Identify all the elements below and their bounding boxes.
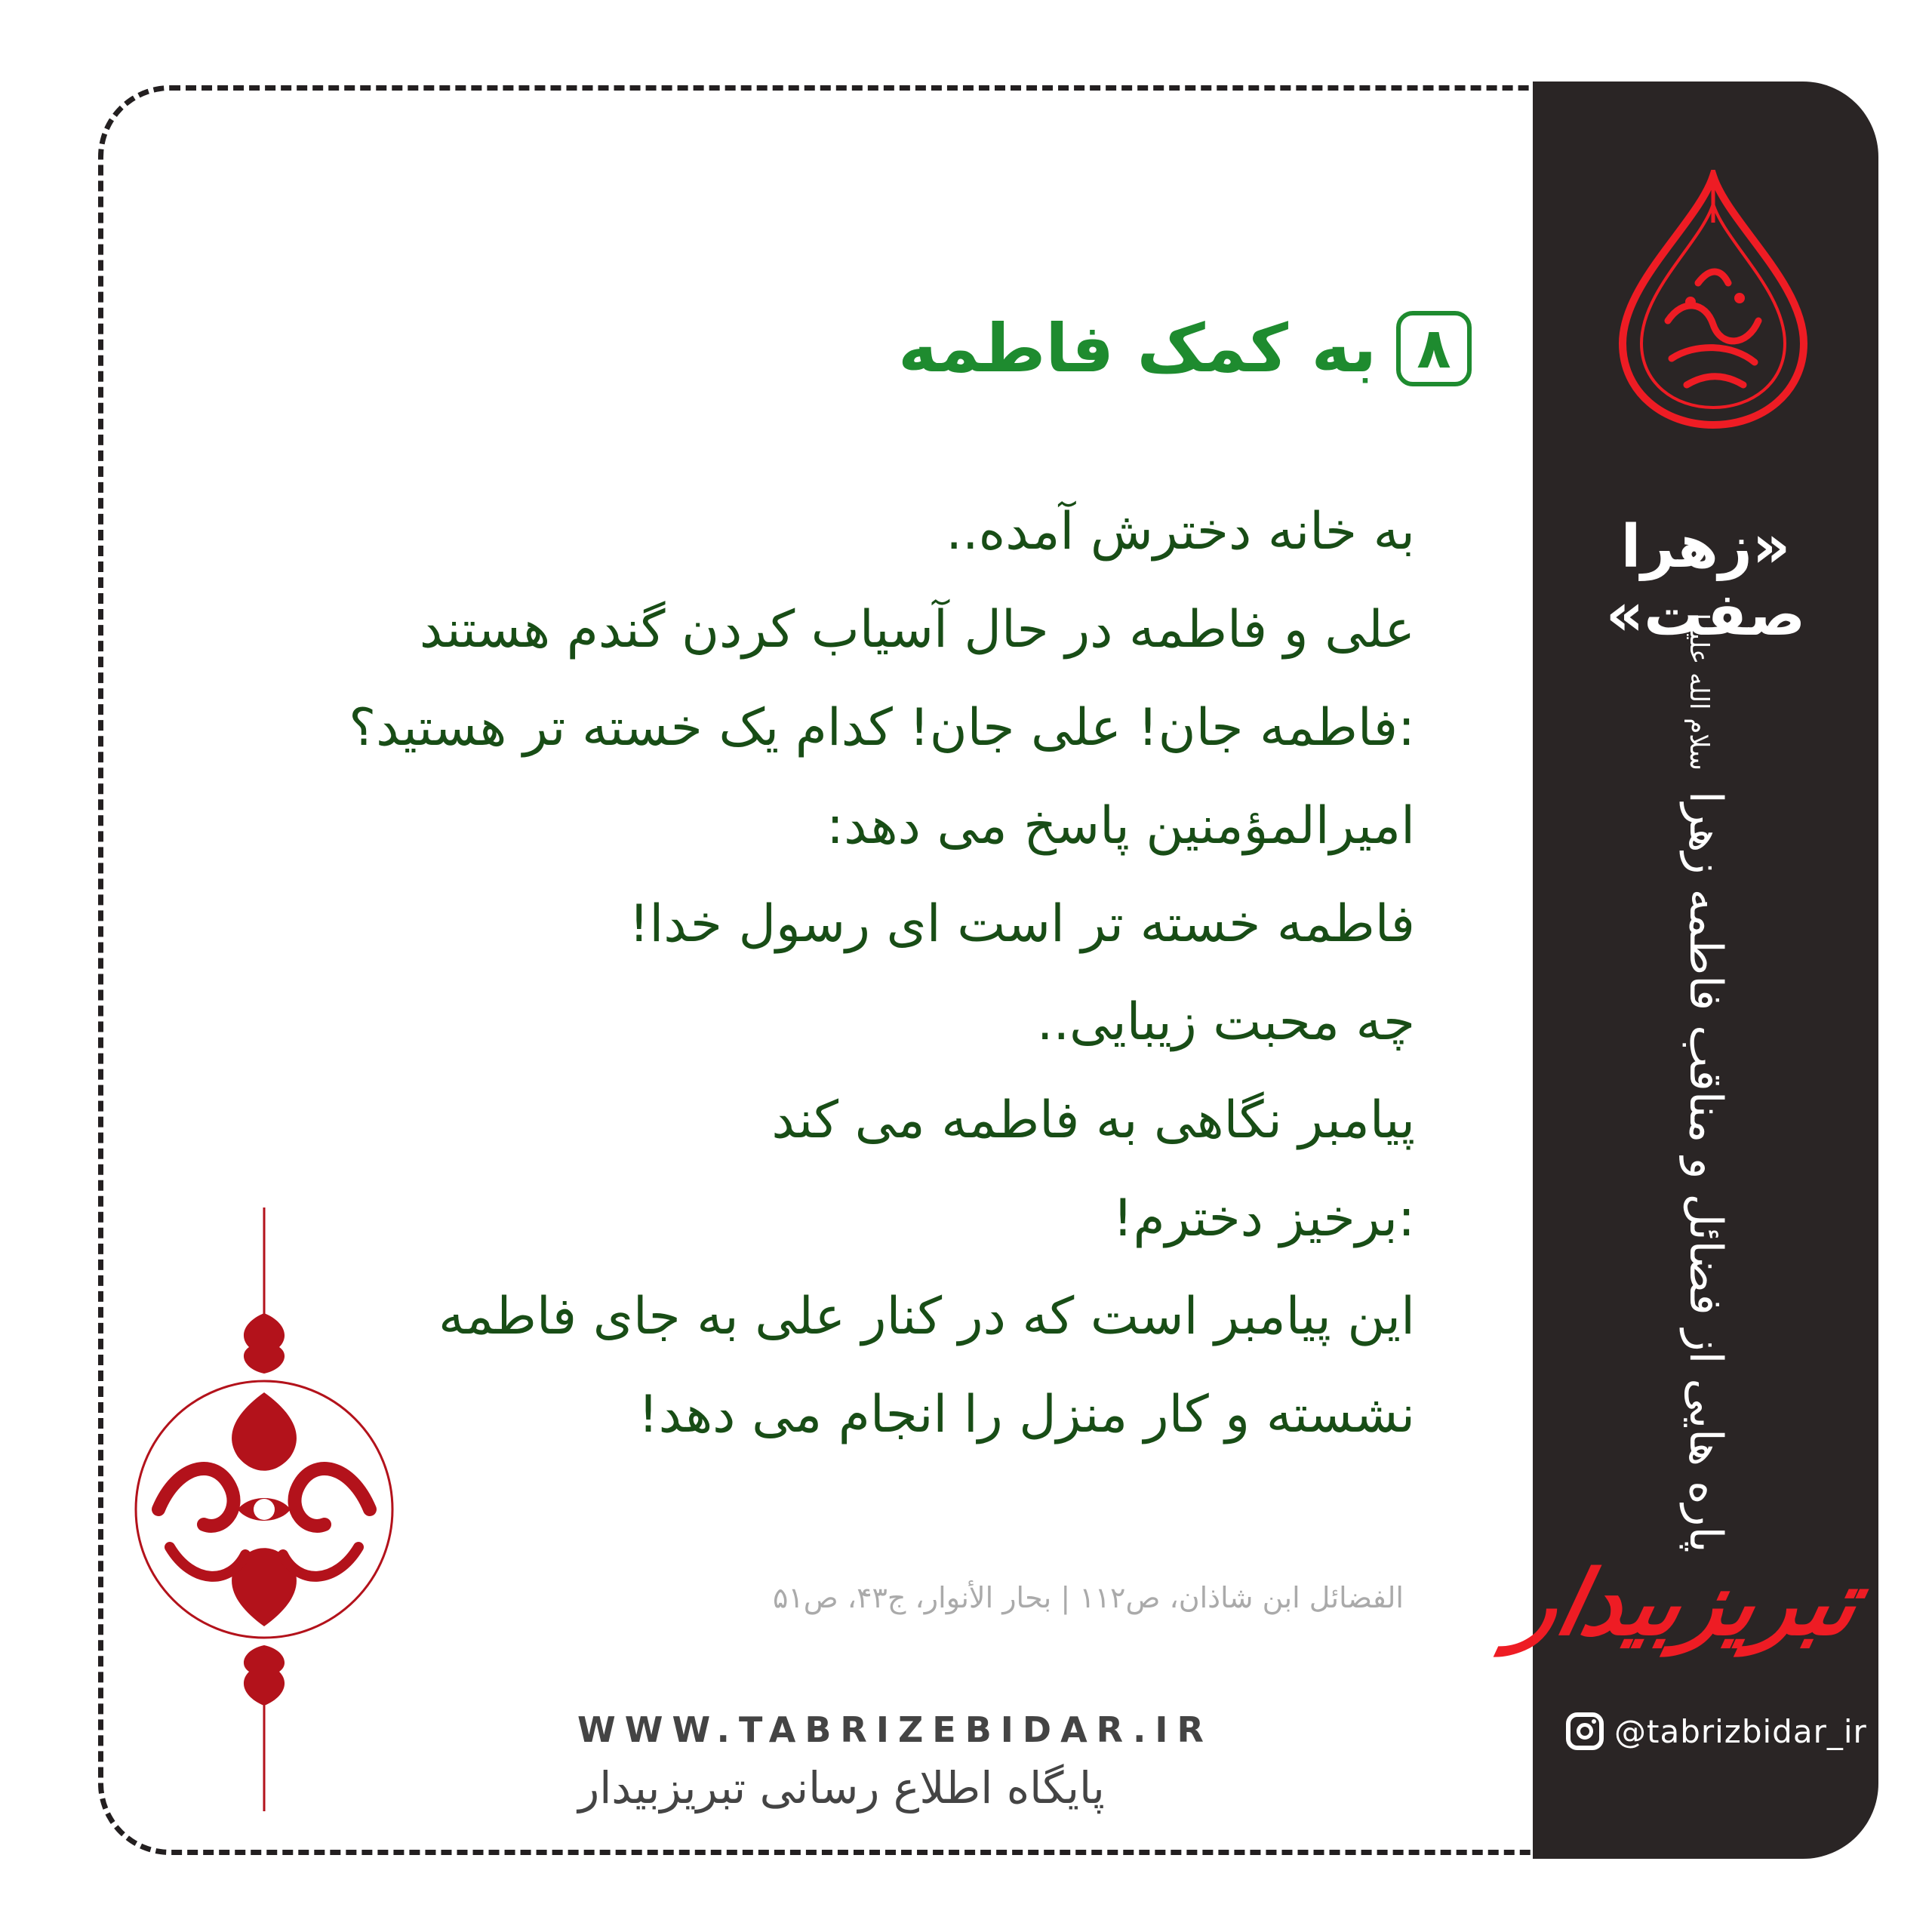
subtitle-honorific: سلام الله علیها — [1684, 613, 1714, 771]
source-citation: الفضائل ابن شاذان، ص۱۱۲ | بحار الأنوار، ج۴۳، ص۵۱ — [772, 1581, 1404, 1614]
body-line: به خانه دخترش آمده.. — [946, 502, 1415, 561]
body-line: علی و فاطمه در حال آسیاب کردن گندم هستند — [419, 600, 1415, 660]
body-line: چه محبت زیبایی.. — [1036, 992, 1415, 1052]
tabrizbidar-logo: تبریزبیدار — [1504, 1551, 1868, 1655]
post-title: به کمک فاطمه — [898, 309, 1377, 387]
arabesque-ornament-icon — [125, 1208, 404, 1811]
subtitle-text: پاره هایی از فضائل و مناقب فاطمه زهرا — [1679, 791, 1732, 1553]
vertical-subtitle-area — [1645, 613, 1766, 1553]
post-body — [349, 483, 1415, 1464]
body-line: امیرالمؤمنین پاسخ می دهد: — [826, 796, 1415, 856]
body-line: :فاطمه جان! علی جان! کدام یک خسته تر هستید؟ — [349, 698, 1415, 758]
post-heading — [898, 309, 1472, 387]
instagram-link[interactable] — [1566, 1707, 1867, 1755]
fatima-zahra-emblem — [1615, 170, 1811, 430]
body-line: پیامبر نگاهی به فاطمه می کند — [771, 1091, 1415, 1150]
website-url[interactable]: WWW.TABRIZEBIDAR.IR — [577, 1709, 1213, 1750]
body-line: این پیامبر است که در کنار علی به جای فاطمه — [438, 1287, 1415, 1346]
vertical-subtitle — [1679, 613, 1732, 1552]
body-line: :برخیز دخترم! — [1112, 1189, 1415, 1248]
instagram-icon — [1566, 1712, 1604, 1750]
instagram-handle: @tabrizbidar_ir — [1614, 1712, 1867, 1750]
site-tagline: پایگاه اطلاع رسانی تبریزبیدار — [578, 1762, 1105, 1814]
body-line: فاطمه خسته تر است ای رسول خدا! — [629, 894, 1415, 954]
post-number-badge: ۸ — [1396, 311, 1472, 386]
series-title: «زهرا صفت» — [1605, 513, 1806, 649]
body-line: نشسته و کار منزل را انجام می دهد! — [638, 1385, 1415, 1444]
